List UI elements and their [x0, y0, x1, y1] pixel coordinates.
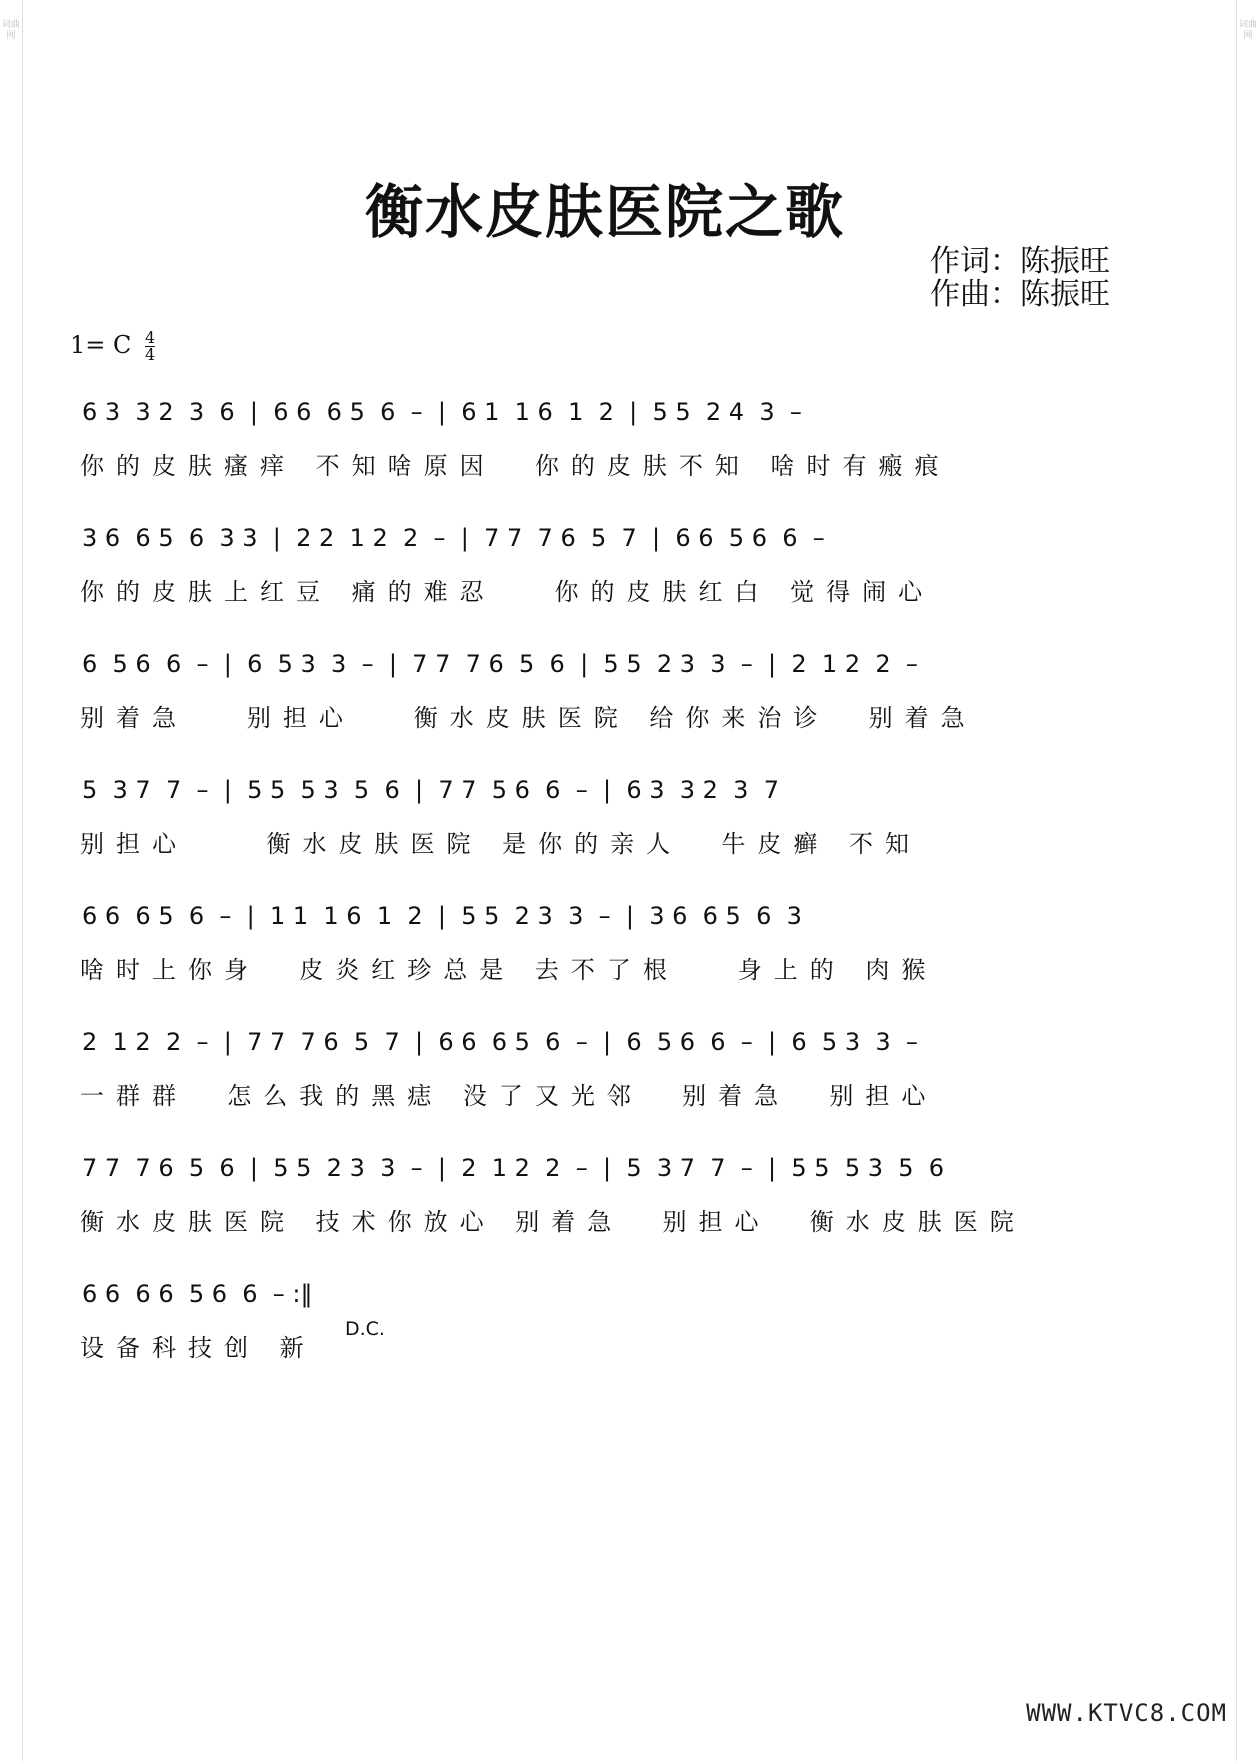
lyrics-line: 你的皮肤上红豆 痛的难忍 你的皮肤红白 觉得闹心 [80, 578, 935, 606]
score-row [0, 1154, 1259, 1264]
score-row [0, 650, 1259, 760]
lyrics-line: 别着急 别担心 衡水皮肤医院 给你来治诊 别着急 [80, 704, 977, 732]
lyrics-line: 设备科技创 新 [80, 1334, 316, 1362]
composer-credit: 作曲：陈振旺 [930, 277, 1110, 312]
time-signature [145, 330, 155, 363]
site-watermark: WWW.KTVC8.COM [1026, 1699, 1227, 1727]
song-title: 衡水皮肤医院之歌 [364, 178, 845, 246]
lyrics-line: 啥时上你身 皮炎红珍总是 去不了根 身上的 肉猴 [80, 956, 938, 984]
lyrics-line: 一群群 怎么我的黑痣 没了又光邻 别着急 别担心 [80, 1082, 938, 1110]
credits [930, 245, 1110, 311]
notes-line: 6 5 6 6 – | 6 5 3 3 – | 7 7 7 6 5 6 | 5 5 2 3 3 – | 2 1 2 2 – [82, 650, 918, 678]
notes-line: 5 3 7 7 – | 5 5 5 3 5 6 | 7 7 5 6 6 – | 6 3 3 2 3 7 [82, 776, 779, 804]
lyricist-credit: 作词：陈振旺 [930, 244, 1110, 279]
score-row [0, 1028, 1259, 1138]
notes-line: 2 1 2 2 – | 7 7 7 6 5 7 | 6 6 6 5 6 – | 6 5 6 6 – | 6 5 3 3 – [82, 1028, 918, 1056]
score-row [0, 902, 1259, 1012]
lyrics-line: 你的皮肤瘙痒 不知啥原因 你的皮肤不知 啥时有瘢痕 [80, 452, 951, 480]
notes-line: 6 6 6 6 5 6 6 – :‖ [82, 1280, 313, 1308]
side-watermark-left: 词曲网 [1, 20, 20, 41]
score-row [0, 398, 1259, 508]
da-capo-mark: D.C. [345, 1318, 385, 1340]
lyrics-line: 衡水皮肤医院 技术你放心 别着急 别担心 衡水皮肤医院 [80, 1208, 1026, 1236]
lyrics-line: 别担心 衡水皮肤医院 是你的亲人 牛皮癣 不知 [80, 830, 922, 858]
notes-line: 6 6 6 5 6 – | 1 1 1 6 1 2 | 5 5 2 3 3 – | 3 6 6 5 6 3 [82, 902, 802, 930]
side-watermark-right: 词曲网 [1238, 20, 1257, 41]
key-label: 1= C [70, 331, 132, 359]
time-denominator: 4 [145, 345, 156, 364]
notes-line: 7 7 7 6 5 6 | 5 5 2 3 3 – | 2 1 2 2 – | 5 3 7 7 – | 5 5 5 3 5 6 [82, 1154, 945, 1182]
notes-line: 3 6 6 5 6 3 3 | 2 2 1 2 2 – | 7 7 7 6 5 7 | 6 6 5 6 6 – [82, 524, 825, 552]
score-row [0, 524, 1259, 634]
key-signature [70, 330, 155, 363]
score-row [0, 1280, 1259, 1390]
notes-line: 6 3 3 2 3 6 | 6 6 6 5 6 – | 6 1 1 6 1 2 | 5 5 2 4 3 – [82, 398, 802, 426]
score-row [0, 776, 1259, 886]
time-numerator: 4 [145, 328, 156, 347]
